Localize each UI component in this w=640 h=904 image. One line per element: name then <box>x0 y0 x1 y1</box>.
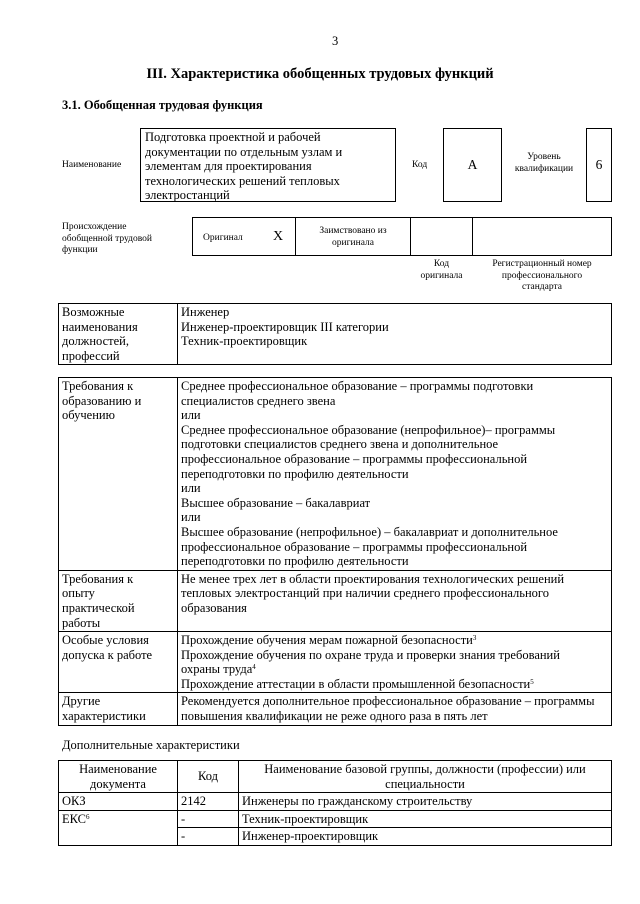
code-caption-line: Код <box>433 259 450 269</box>
requirement-line: тепловых электростанций при наличии среднего профессионального <box>181 586 549 601</box>
original-mark: X <box>273 229 284 244</box>
footnote-ref: 3 <box>472 634 477 643</box>
requirement-text: Прохождение аттестации в области промышленной безопасности <box>181 676 531 691</box>
function-name-line: электростанций <box>145 188 230 202</box>
level-value-box <box>586 128 612 202</box>
education-value-cell <box>178 378 612 571</box>
requirement-label-line: практической <box>62 600 135 615</box>
requirement-label-line: работы <box>62 615 101 630</box>
origin-label <box>62 222 152 257</box>
requirement-label-line: Требования к <box>62 379 134 393</box>
table-row <box>59 570 612 631</box>
original-box <box>192 217 296 256</box>
header-line: Наименование базовой группы, должности (профессии) или <box>264 762 586 776</box>
header-line: документа <box>90 776 146 791</box>
requirement-line: или <box>181 481 201 496</box>
requirement-line: или <box>181 408 201 423</box>
code-label: Код <box>412 160 428 170</box>
level-label-line: квалификации <box>514 163 574 174</box>
positions-label-line: Возможные <box>62 305 125 319</box>
origin-label-line: функции <box>62 245 98 255</box>
code-cell: - <box>178 828 239 846</box>
code-value-box <box>443 128 502 202</box>
requirement-line: Среднее профессиональное образование (непрофильное)– программы <box>181 422 556 437</box>
admission-value-cell <box>178 632 612 693</box>
positions-label-line: профессий <box>62 348 120 363</box>
code-value: А <box>467 157 478 172</box>
footnote-ref: 6 <box>86 812 90 821</box>
reg-caption <box>472 259 612 294</box>
borrowed-label-line: оригинала <box>332 237 374 248</box>
requirement-label-line: Особые условия <box>62 633 149 648</box>
header-document <box>59 761 178 793</box>
code-caption-line: оригинала <box>420 270 463 281</box>
doc-cell <box>59 793 178 811</box>
requirements-table <box>58 377 612 726</box>
requirement-line: Не менее трех лет в области проектирования технологических решений <box>181 571 565 586</box>
requirement-label-line: обучению <box>62 408 115 423</box>
requirement-label-line: образованию и <box>62 393 142 408</box>
header-line: специальности <box>385 776 465 791</box>
experience-value-cell <box>178 570 612 631</box>
additional-table <box>58 760 612 846</box>
borrowed-label-line: Заимствовано из <box>319 226 387 236</box>
name-cell: Инженеры по гражданскому строительству <box>239 793 612 811</box>
positions-label-line: наименования <box>62 319 138 334</box>
function-name-box <box>140 128 396 202</box>
requirement-line: переподготовки по профилю деятельности <box>181 466 409 481</box>
requirement-line: Прохождение обучения по охране труда и проверки знания требований <box>181 647 560 662</box>
header-line: Код <box>198 769 218 784</box>
requirement-line <box>181 633 608 648</box>
origin-label-line: Происхождение <box>62 222 127 232</box>
table-row <box>59 304 612 365</box>
header-code <box>178 761 239 793</box>
level-label <box>505 152 583 175</box>
positions-label-cell <box>59 304 178 365</box>
positions-label-line: должностей, <box>62 334 129 349</box>
requirement-line: Среднее профессиональное образование – программы подготовки <box>181 379 534 393</box>
borrowed-box <box>295 217 411 256</box>
experience-label-cell <box>59 570 178 631</box>
function-name-label: Наименование <box>62 160 122 170</box>
original-label: Оригинал <box>203 233 243 243</box>
admission-label-cell <box>59 632 178 693</box>
requirement-line: или <box>181 510 201 525</box>
code-caption <box>410 259 473 282</box>
name-cell: Техник-проектировщик <box>239 810 612 828</box>
doc-name: ОКЗ <box>62 794 86 809</box>
requirement-line: повышения квалификации не реже одного раза в пять лет <box>181 709 488 724</box>
requirement-label-line: Требования к <box>62 571 134 586</box>
table-row <box>59 693 612 725</box>
subsection-title: 3.1. Обобщенная трудовая функция <box>62 98 263 112</box>
footnote-ref: 4 <box>252 663 256 672</box>
education-label-cell <box>59 378 178 571</box>
requirement-line: специалистов среднего звена <box>181 393 336 408</box>
function-name-line: элементам для проектирования <box>145 159 312 173</box>
footnote-ref: 5 <box>530 677 534 686</box>
header-line: Наименование <box>79 762 157 776</box>
page-number: 3 <box>332 34 339 48</box>
original-code-box <box>410 217 473 256</box>
section-title: III. Характеристика обобщенных трудовых функций <box>146 66 494 82</box>
requirement-line <box>181 662 608 677</box>
function-name-line: Подготовка проектной и рабочей <box>145 130 321 144</box>
origin-label-line: обобщенной трудовой <box>62 233 152 244</box>
positions-table <box>58 303 612 365</box>
function-name-line: документации по отдельным узлам и <box>145 144 343 159</box>
requirement-line: Высшее образование – бакалавриат <box>181 495 371 510</box>
table-row <box>59 632 612 693</box>
reg-caption-line: Регистрационный номер <box>492 259 592 269</box>
other-value-cell <box>178 693 612 725</box>
level-value: 6 <box>595 157 603 172</box>
requirement-label-line: опыту <box>62 586 95 601</box>
requirement-line: переподготовки по профилю деятельности <box>181 554 409 569</box>
name-cell: Инженер-проектировщик <box>239 828 612 846</box>
requirement-line: Высшее образование (непрофильное) – бакалавриат и дополнительное <box>181 524 558 539</box>
requirement-line: профессиональное образование – программы профессиональной <box>181 539 528 554</box>
other-label-cell <box>59 693 178 725</box>
level-label-line: Уровень <box>527 152 561 162</box>
position-name: Инженер <box>181 305 230 319</box>
table-row <box>59 378 612 571</box>
code-cell: - <box>178 810 239 828</box>
doc-name: ЕКС <box>62 811 86 826</box>
function-name-line: технологических решений тепловых <box>145 173 340 188</box>
reg-caption-line: стандарта <box>522 282 562 292</box>
table-row <box>59 810 612 828</box>
header-name <box>239 761 612 793</box>
requirement-label-line: Другие <box>62 694 101 709</box>
additional-title: Дополнительные характеристики <box>62 738 240 752</box>
position-name: Техник-проектировщик <box>181 334 308 349</box>
requirement-line: Рекомендуется дополнительное профессиональное образование – программы <box>181 694 595 709</box>
requirement-text: Прохождение обучения мерам пожарной безопасности <box>181 633 473 648</box>
code-cell: 2142 <box>178 793 239 811</box>
table-row <box>59 793 612 811</box>
requirement-line <box>181 677 608 692</box>
positions-value-cell <box>178 304 612 365</box>
requirement-line: подготовки специалистов среднего звена и дополнительное <box>181 437 499 452</box>
position-name: Инженер-проектировщик III категории <box>181 319 389 334</box>
table-header-row <box>59 761 612 793</box>
requirement-text: охраны труда <box>181 662 253 677</box>
requirement-line: образования <box>181 600 247 615</box>
requirement-label-line: характеристики <box>62 709 146 724</box>
doc-cell <box>59 810 178 845</box>
requirement-label-line: допуска к работе <box>62 647 153 662</box>
reg-number-box <box>472 217 612 256</box>
reg-caption-line: профессионального <box>501 270 583 281</box>
requirement-line: профессиональное образование – программы профессиональной <box>181 451 528 466</box>
